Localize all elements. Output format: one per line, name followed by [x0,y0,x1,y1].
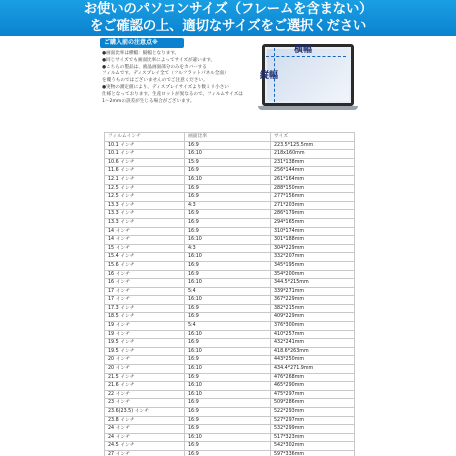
cell-aspect-ratio: 16:10 [185,150,271,159]
cell-size: 294*165mm [271,218,355,227]
table-row [105,184,355,193]
cell-aspect-ratio: 16:9 [185,416,271,425]
cell-aspect-ratio: 16:10 [185,175,271,184]
cell-film-inch: 14 インチ [105,236,185,245]
table-row [105,313,355,322]
cell-aspect-ratio: 16:10 [185,296,271,305]
table-row [105,390,355,399]
table-row [105,330,355,339]
cell-film-inch: 17 インチ [105,296,185,305]
cell-aspect-ratio: 16:9 [185,356,271,365]
note-line: ●同じサイズでも画面比率によってサイズが違います。 [102,57,216,63]
cell-aspect-ratio: 16:9 [185,167,271,176]
cell-aspect-ratio: 16:9 [185,210,271,219]
cell-aspect-ratio: 16:9 [185,373,271,382]
cell-size: 286*179mm [271,210,355,219]
cell-size: 345*195mm [271,261,355,270]
cell-aspect-ratio: 16:9 [185,442,271,451]
cell-size: 432*241mm [271,339,355,348]
table-row [105,141,355,150]
note-line: を覆うものではございませんのでご注意ください。 [102,78,208,84]
table-row [105,287,355,296]
banner-line-2: をご確認の上、適切なサイズをご選択ください [89,18,367,34]
table-row [105,408,355,417]
cell-film-inch: 23 インチ [105,399,185,408]
cell-aspect-ratio: 16:10 [185,279,271,288]
cell-aspect-ratio: 16:10 [185,347,271,356]
cell-aspect-ratio: 16:9 [185,184,271,193]
note-line: ●実物の測定値により、ディスプレイサイズより数ミリ小さい [102,84,229,90]
cell-size: 223.5*125.5mm [271,141,355,150]
cell-size: 410*257mm [271,330,355,339]
table-row [105,433,355,442]
table-row [105,399,355,408]
cell-size: 304*229mm [271,244,355,253]
laptop-diagram [258,40,358,130]
cell-film-inch: 13.3 インチ [105,201,185,210]
table-row [105,175,355,184]
cell-aspect-ratio: 4:3 [185,244,271,253]
cell-aspect-ratio: 16:9 [185,141,271,150]
table-row [105,167,355,176]
cell-film-inch: 21.6 インチ [105,382,185,391]
cell-aspect-ratio: 16:9 [185,218,271,227]
cell-size: 367*229mm [271,296,355,305]
cell-aspect-ratio: 16:9 [185,339,271,348]
cell-film-inch: 23.6(23.5) インチ [105,408,185,417]
cell-film-inch: 23.8 インチ [105,416,185,425]
cell-size: 527*297mm [271,416,355,425]
table-row [105,261,355,270]
notes-body [102,51,254,105]
table-row [105,425,355,434]
table-row [105,193,355,202]
cell-aspect-ratio: 16:10 [185,365,271,374]
table-row [105,150,355,159]
header-film-inch: フィルムインチ [105,133,185,142]
cell-aspect-ratio: 15:9 [185,158,271,167]
table-row [105,244,355,253]
cell-aspect-ratio: 16:10 [185,253,271,262]
table-row [105,450,355,456]
width-label: 横幅 [294,45,313,55]
cell-size: 301*188mm [271,236,355,245]
cell-size: 476*268mm [271,373,355,382]
cell-aspect-ratio: 16:10 [185,330,271,339]
cell-aspect-ratio: 16:10 [185,382,271,391]
table-row [105,296,355,305]
note-line: フィルムです。ディスプレイ全て（フルフラットパネル全面） [102,71,229,77]
cell-film-inch: 19 インチ [105,322,185,331]
cell-size: 418.6*263mm [271,347,355,356]
header-banner [0,0,456,36]
table-header-row [105,133,355,142]
cell-size: 517*323mm [271,433,355,442]
table-row [105,218,355,227]
table-row [105,356,355,365]
cell-film-inch: 15.6 インチ [105,261,185,270]
note-line: 仕様となっております。生産ロットが異なるので、フィルムサイズは [102,91,243,97]
note-line: ●画面比率は横幅：縦幅となります。 [102,51,180,56]
cell-size: 277*156mm [271,193,355,202]
cell-size: 231*138mm [271,158,355,167]
height-label: 縦幅 [260,71,279,81]
cell-size: 376*300mm [271,322,355,331]
cell-film-inch: 14 インチ [105,227,185,236]
table-row [105,210,355,219]
cell-film-inch: 18.5 インチ [105,313,185,322]
table-row [105,365,355,374]
cell-size: 310*174mm [271,227,355,236]
table-row [105,227,355,236]
cell-film-inch: 24 インチ [105,425,185,434]
cell-aspect-ratio: 16:9 [185,227,271,236]
cell-size: 332*207mm [271,253,355,262]
cell-size: 542*302mm [271,442,355,451]
cell-film-inch: 15 インチ [105,244,185,253]
cell-aspect-ratio: 16:9 [185,304,271,313]
table-row [105,347,355,356]
cell-film-inch: 20 インチ [105,356,185,365]
cell-aspect-ratio: 16:10 [185,433,271,442]
cell-aspect-ratio: 16:9 [185,408,271,417]
cell-size: 218x160mm [271,150,355,159]
cell-aspect-ratio: 16:10 [185,390,271,399]
cell-film-inch: 11.6 インチ [105,167,185,176]
cell-film-inch: 13.3 インチ [105,218,185,227]
cell-film-inch: 10.1 インチ [105,150,185,159]
cell-size: 409*229mm [271,313,355,322]
cell-size: 354*200mm [271,270,355,279]
cell-film-inch: 24.5 インチ [105,442,185,451]
table-row [105,279,355,288]
cell-aspect-ratio: 16:9 [185,425,271,434]
cell-film-inch: 12.1 インチ [105,175,185,184]
cell-film-inch: 16 インチ [105,279,185,288]
cell-film-inch: 17.3 インチ [105,304,185,313]
table-row [105,158,355,167]
cell-film-inch: 21.5 インチ [105,373,185,382]
cell-film-inch: 10.6 インチ [105,158,185,167]
width-guide-line [266,56,346,57]
cell-film-inch: 19 インチ [105,330,185,339]
table-row [105,270,355,279]
cell-film-inch: 16 インチ [105,270,185,279]
cell-film-inch: 13.3 インチ [105,210,185,219]
cell-size: 597*336mm [271,450,355,456]
cell-size: 465*290mm [271,382,355,391]
cell-size: 509*286mm [271,399,355,408]
notes-title: ご購入前の注意点※ [100,38,184,48]
size-table-wrapper [104,132,354,456]
cell-aspect-ratio: 16:9 [185,450,271,456]
cell-film-inch: 20 インチ [105,365,185,374]
cell-aspect-ratio: 16:9 [185,313,271,322]
cell-size: 443*250mm [271,356,355,365]
cell-size: 339*271mm [271,287,355,296]
cell-aspect-ratio: 16:9 [185,399,271,408]
header-size: サイズ [271,133,355,142]
cell-size: 261*164mm [271,175,355,184]
cell-size: 382*215mm [271,304,355,313]
note-line: 1〜2mmの誤差が生じる場合がございます。 [102,98,195,104]
table-row [105,304,355,313]
cell-aspect-ratio: 5:4 [185,322,271,331]
cell-aspect-ratio: 16:10 [185,236,271,245]
cell-aspect-ratio: 16:9 [185,193,271,202]
cell-size: 344.5*215mm [271,279,355,288]
table-row [105,322,355,331]
table-row [105,339,355,348]
cell-size: 475*297mm [271,390,355,399]
header-aspect-ratio: 画面比率 [185,133,271,142]
banner-line-1: お使いのパソコンサイズ（フレームを含まない） [83,1,373,17]
cell-aspect-ratio: 5:4 [185,287,271,296]
table-row [105,382,355,391]
cell-film-inch: 22 インチ [105,390,185,399]
table-row [105,201,355,210]
cell-size: 532*299mm [271,425,355,434]
cell-film-inch: 19.5 インチ [105,339,185,348]
cell-film-inch: 24 インチ [105,433,185,442]
cell-size: 271*203mm [271,201,355,210]
cell-film-inch: 19.5 インチ [105,347,185,356]
size-table [104,132,355,456]
table-row [105,416,355,425]
cell-aspect-ratio: 16:9 [185,270,271,279]
cell-size: 288*150mm [271,184,355,193]
cell-aspect-ratio: 4:3 [185,201,271,210]
table-row [105,253,355,262]
table-row [105,236,355,245]
cell-film-inch: 17 インチ [105,287,185,296]
note-line: ●こちらの製品は、液晶画面部分のみをカバーする [102,64,207,70]
cell-film-inch: 10.1 インチ [105,141,185,150]
cell-film-inch: 15.4 インチ [105,253,185,262]
cell-size: 522*293mm [271,408,355,417]
table-row [105,442,355,451]
cell-size: 256*144mm [271,167,355,176]
cell-film-inch: 12.5 インチ [105,193,185,202]
cell-size: 434.4*271.9mm [271,365,355,374]
laptop-base [258,106,358,110]
cell-aspect-ratio: 16:9 [185,261,271,270]
cell-film-inch: 27 インチ [105,450,185,456]
cell-film-inch: 12.5 インチ [105,184,185,193]
table-row [105,373,355,382]
